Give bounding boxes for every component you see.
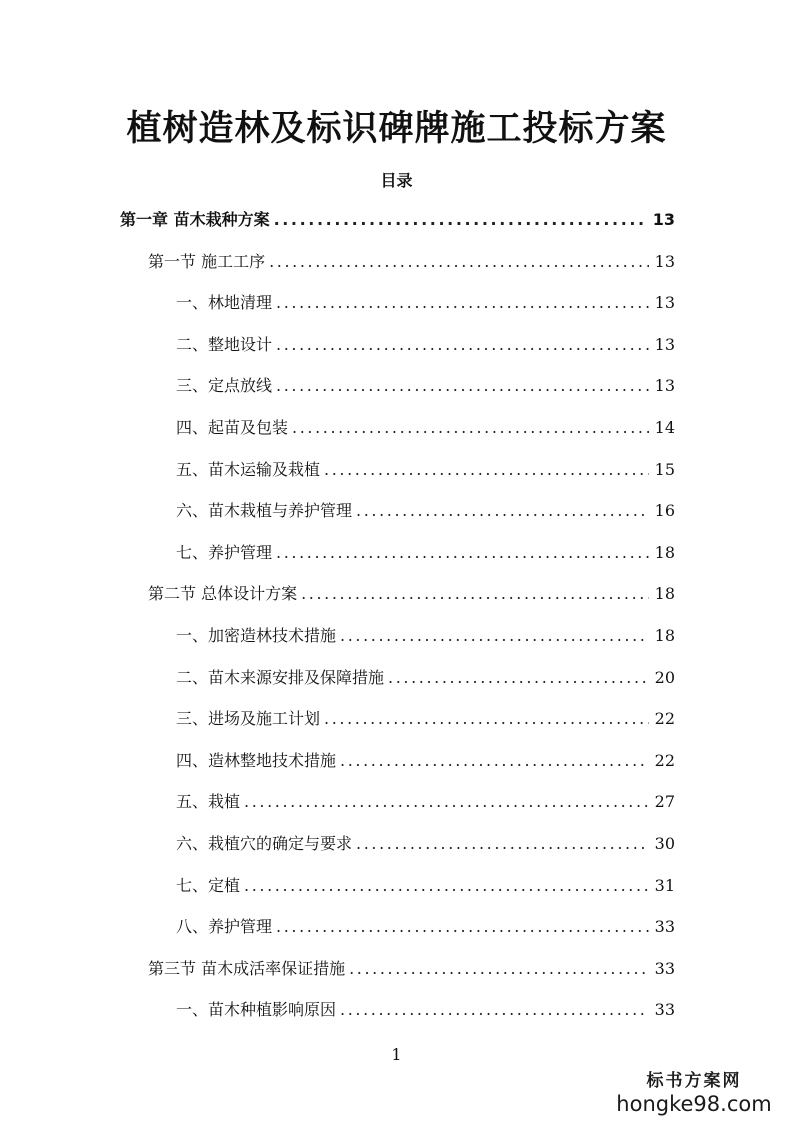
toc-entry-label: 五、栽植: [176, 792, 241, 811]
toc-entry-page-number: 16: [654, 501, 675, 520]
toc-entry[interactable]: [148, 579, 675, 605]
toc-entry-page-number: 18: [654, 626, 675, 645]
toc-dot-leader: [324, 459, 649, 481]
toc-entry-label: 第一章 苗木栽种方案: [120, 210, 270, 229]
page-number: 1: [391, 1045, 402, 1064]
toc-entry[interactable]: [176, 413, 675, 439]
toc-entry[interactable]: [176, 288, 675, 314]
toc-dot-leader: [340, 999, 649, 1021]
toc-entry-page-number: 31: [654, 876, 675, 895]
toc-entry-page-number: 27: [654, 792, 675, 811]
toc-dot-leader: [276, 375, 649, 397]
toc-entry-page-number: 33: [654, 959, 675, 978]
toc-entry-page-number: 13: [654, 335, 675, 354]
toc-entry[interactable]: [148, 954, 675, 980]
toc-entry-page-number: 33: [654, 1000, 675, 1019]
toc-entry[interactable]: [120, 205, 675, 231]
toc-dot-leader: [274, 209, 647, 231]
toc-entry[interactable]: [148, 247, 675, 273]
toc-entry[interactable]: [176, 871, 675, 897]
toc-entry-page-number: 18: [654, 543, 675, 562]
toc-entry[interactable]: [176, 746, 675, 772]
toc-entry[interactable]: [176, 621, 675, 647]
toc-dot-leader: [276, 916, 649, 938]
toc-entry-label: 二、整地设计: [176, 335, 273, 354]
toc-entry-page-number: 14: [654, 418, 675, 437]
toc-dot-leader: [276, 542, 649, 564]
toc-entry[interactable]: [176, 912, 675, 938]
toc-entry[interactable]: [176, 538, 675, 564]
toc-entry-label: 一、苗木种植影响原因: [176, 1000, 337, 1019]
toc-dot-leader: [340, 625, 649, 647]
toc-entry-label: 六、栽植穴的确定与要求: [176, 834, 353, 853]
toc-entry-page-number: 13: [652, 210, 675, 229]
toc-entry[interactable]: [176, 995, 675, 1021]
toc-dot-leader: [301, 583, 649, 605]
toc-dot-leader: [269, 251, 649, 273]
toc-entry-page-number: 22: [654, 709, 675, 728]
toc-entry-label: 三、进场及施工计划: [176, 709, 321, 728]
toc-entry-page-number: 13: [654, 252, 675, 271]
toc-entry-label: 三、定点放线: [176, 376, 273, 395]
toc-dot-leader: [340, 750, 649, 772]
toc-entry-label: 第三节 苗木成活率保证措施: [148, 959, 346, 978]
toc-entry-page-number: 20: [654, 668, 675, 687]
toc-entry-label: 七、养护管理: [176, 543, 273, 562]
toc-dot-leader: [276, 334, 649, 356]
toc-entry-page-number: 13: [654, 293, 675, 312]
toc-entry[interactable]: [176, 330, 675, 356]
toc-entry-page-number: 13: [654, 376, 675, 395]
watermark-cn-text: 标书方案网: [646, 1071, 742, 1091]
toc-entry[interactable]: [176, 455, 675, 481]
toc-dot-leader: [324, 708, 649, 730]
toc-entry-label: 五、苗木运输及栽植: [176, 460, 321, 479]
toc-entry-page-number: 15: [654, 460, 675, 479]
watermark-logo: [609, 1070, 779, 1118]
toc-entry-label: 一、林地清理: [176, 293, 273, 312]
toc-dot-leader: [244, 875, 649, 897]
toc-entry-label: 一、加密造林技术措施: [176, 626, 337, 645]
toc-entry-label: 第二节 总体设计方案: [148, 584, 298, 603]
toc-entry-label: 四、起苗及包装: [176, 418, 289, 437]
toc-entry[interactable]: [176, 787, 675, 813]
toc-entry-label: 四、造林整地技术措施: [176, 751, 337, 770]
toc-dot-leader: [349, 958, 649, 980]
toc-entry[interactable]: [176, 704, 675, 730]
toc-entry-page-number: 33: [654, 917, 675, 936]
toc-entry-page-number: 30: [654, 834, 675, 853]
toc-dot-leader: [244, 791, 649, 813]
watermark-url-text: hongke98.com: [616, 1092, 772, 1116]
toc-entry-page-number: 18: [654, 584, 675, 603]
toc-entry-label: 七、定植: [176, 876, 241, 895]
toc-entry-page-number: 22: [654, 751, 675, 770]
toc-heading: 目录: [380, 171, 413, 190]
toc-dot-leader: [292, 417, 649, 439]
toc-entry[interactable]: [176, 663, 675, 689]
toc-dot-leader: [356, 500, 649, 522]
document-title: 植树造林及标识碑牌施工投标方案: [126, 109, 667, 149]
toc-entry-label: 二、苗木来源安排及保障措施: [176, 668, 385, 687]
toc-entry-label: 第一节 施工工序: [148, 252, 266, 271]
toc-entry[interactable]: [176, 829, 675, 855]
toc-dot-leader: [356, 833, 649, 855]
toc-entry-label: 八、养护管理: [176, 917, 273, 936]
toc-dot-leader: [276, 292, 649, 314]
toc-dot-leader: [388, 667, 649, 689]
toc-entry-label: 六、苗木栽植与养护管理: [176, 501, 353, 520]
toc-entry[interactable]: [176, 496, 675, 522]
toc-entry[interactable]: [176, 371, 675, 397]
